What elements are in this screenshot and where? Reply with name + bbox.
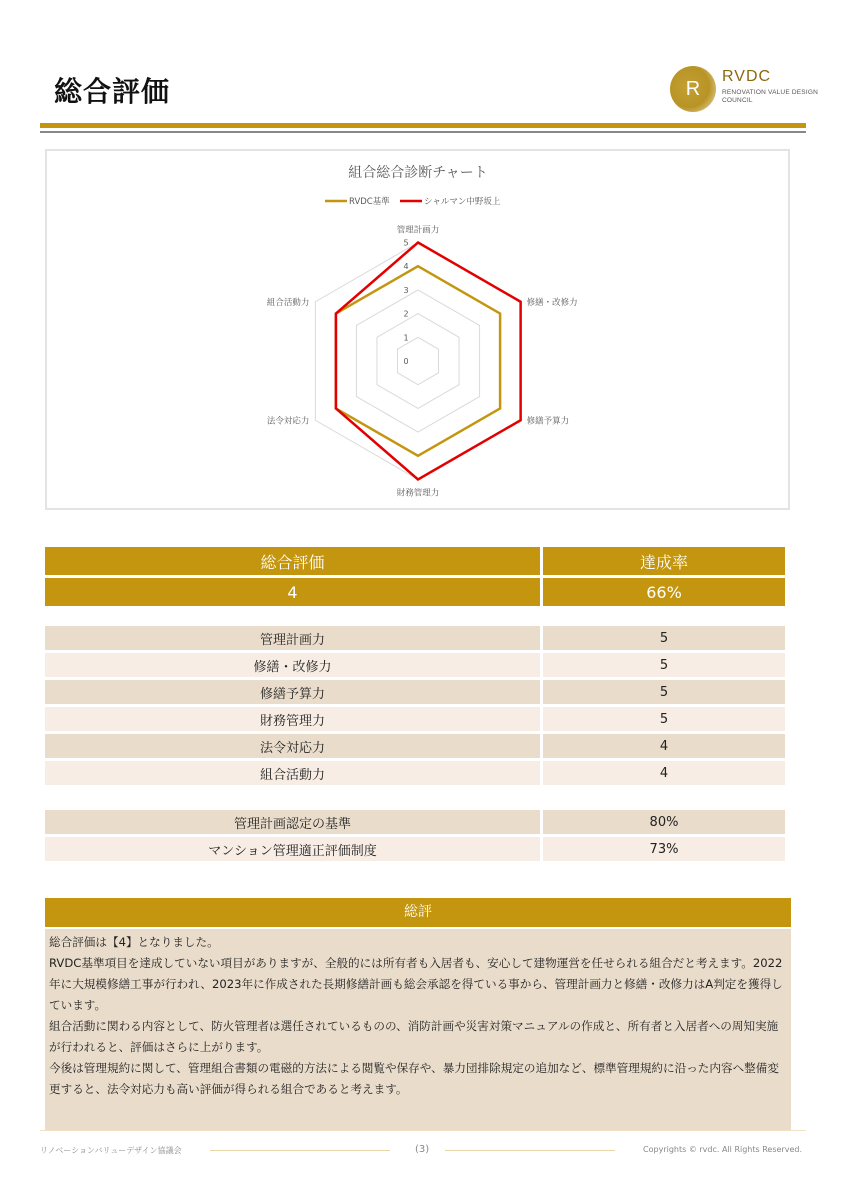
radar-chart-svg bbox=[47, 151, 792, 512]
review-paragraph: 今後は管理規約に関して、管理組合書類の電磁的方法による閲覧や保存や、暴力団排除規定の追加など、標準管理規約に沿った内容へ整備変更すると、法令対応力も高い評価が得られる組合であると考えます。 bbox=[49, 1061, 779, 1096]
score-value: 5 bbox=[543, 680, 785, 704]
table-row bbox=[45, 761, 785, 785]
review-paragraph: RVDC基準項目を達成していない項目がありますが、全般的には所有者も入居者も、安心して建物運営を任せられる組合だと考えます。2022年に大規模修繕工事が行われ、2023年に作成された長期修繕計画も総会承認を得ている事から、管理計画力と修繕・改修力はA判定を獲得しています。 bbox=[49, 956, 783, 1012]
page-title: 総合評価 bbox=[54, 75, 171, 108]
radar-tick-label: 3 bbox=[403, 285, 409, 295]
score-value: 4 bbox=[543, 761, 785, 785]
table-row bbox=[45, 626, 785, 650]
score-label: 修繕予算力 bbox=[45, 680, 540, 704]
page-number: (3) bbox=[415, 1144, 430, 1155]
summary-value-row bbox=[45, 578, 785, 606]
logo-subtitle: RENOVATION VALUE DESIGN COUNCIL bbox=[722, 89, 818, 104]
summary-header-overall: 総合評価 bbox=[45, 547, 540, 575]
radar-axis-label: 組合活動力 bbox=[266, 297, 310, 308]
logo-mark-icon: R bbox=[670, 66, 716, 112]
radar-tick-label: 1 bbox=[403, 333, 409, 343]
score-value: 5 bbox=[543, 653, 785, 677]
radar-grid-ring bbox=[315, 243, 520, 480]
score-value: 5 bbox=[543, 707, 785, 731]
table-row bbox=[45, 734, 785, 758]
review-paragraph: 総合評価は【4】となりました。 bbox=[49, 935, 219, 949]
radar-grid-ring bbox=[336, 266, 500, 456]
radar-tick-label: 0 bbox=[403, 357, 409, 366]
summary-header-rate: 達成率 bbox=[543, 547, 785, 575]
table-row bbox=[45, 680, 785, 704]
score-value: 5 bbox=[543, 626, 785, 650]
logo-name: RVDC bbox=[722, 68, 772, 85]
score-label: 修繕・改修力 bbox=[45, 653, 540, 677]
table-row bbox=[45, 810, 785, 834]
radar-tick-label: 2 bbox=[403, 309, 409, 319]
footer-organization: リノベーションバリューデザイン協議会 bbox=[40, 1146, 182, 1155]
radar-axis-label: 法令対応力 bbox=[266, 416, 310, 427]
header-rule-gray bbox=[40, 131, 806, 133]
radar-axis-label: 財務管理力 bbox=[396, 488, 440, 499]
footer-copyright: Copyrights © rvdc. All Rights Reserved. bbox=[643, 1145, 802, 1154]
score-label: 管理計画力 bbox=[45, 626, 540, 650]
chart-title: 組合総合診断チャート bbox=[348, 165, 488, 181]
scores-table bbox=[42, 623, 788, 788]
radar-series-line bbox=[336, 266, 500, 456]
summary-rate-value: 66% bbox=[543, 578, 785, 606]
standard-label: マンション管理適正評価制度 bbox=[45, 837, 540, 861]
radar-chart bbox=[45, 149, 790, 510]
standard-value: 73% bbox=[543, 837, 785, 861]
score-label: 法令対応力 bbox=[45, 734, 540, 758]
score-value: 4 bbox=[543, 734, 785, 758]
header-rule-gold bbox=[40, 123, 806, 128]
radar-grid-ring bbox=[356, 290, 479, 432]
footer-divider bbox=[40, 1130, 806, 1131]
standards-table bbox=[42, 807, 788, 864]
radar-axis-label: 修繕・改修力 bbox=[526, 297, 578, 308]
table-row bbox=[45, 707, 785, 731]
radar-tick-label: 4 bbox=[403, 262, 409, 272]
table-row bbox=[45, 653, 785, 677]
legend-label: シャルマン中野坂上 bbox=[424, 197, 501, 207]
radar-series-line bbox=[336, 243, 521, 480]
review-heading: 総評 bbox=[45, 898, 791, 927]
radar-tick-label: 5 bbox=[403, 238, 409, 248]
summary-header-row bbox=[45, 547, 785, 575]
rvdc-logo bbox=[670, 66, 820, 116]
legend-label: RVDC基準 bbox=[349, 197, 390, 207]
summary-table bbox=[42, 544, 788, 609]
radar-axis-label: 管理計画力 bbox=[396, 225, 440, 236]
score-label: 組合活動力 bbox=[45, 761, 540, 785]
review-paragraph: 組合活動に関わる内容として、防火管理者は選任されているものの、消防計画や災害対策マニュアルの作成と、所有者と入居者への周知実施が行われると、評価はさらに上がります。 bbox=[49, 1019, 779, 1054]
footer-line-right bbox=[445, 1150, 615, 1151]
summary-overall-value: 4 bbox=[45, 578, 540, 606]
standard-value: 80% bbox=[543, 810, 785, 834]
radar-axis-label: 修繕予算力 bbox=[526, 416, 570, 427]
radar-grid-ring bbox=[377, 314, 459, 409]
standard-label: 管理計画認定の基準 bbox=[45, 810, 540, 834]
table-row bbox=[45, 837, 785, 861]
score-label: 財務管理力 bbox=[45, 707, 540, 731]
footer-line-left bbox=[210, 1150, 390, 1151]
review-body bbox=[45, 929, 791, 1131]
